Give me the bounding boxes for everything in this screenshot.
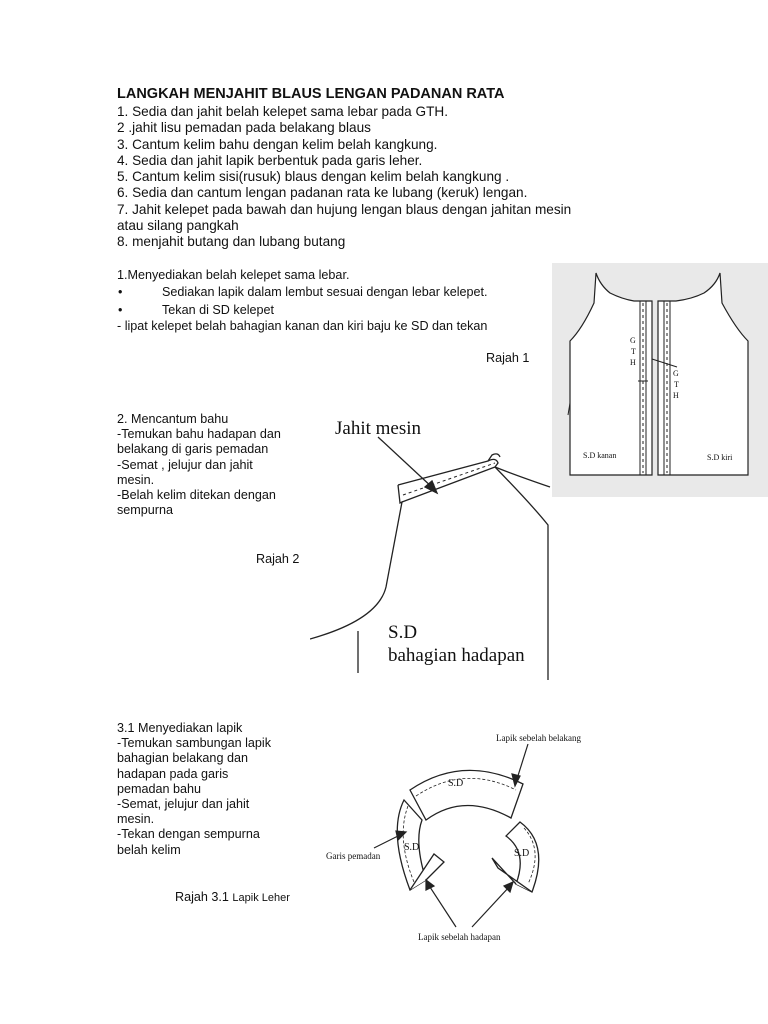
section-3-line: -Tekan dengan sempurna xyxy=(117,827,260,842)
bullet-item xyxy=(117,303,547,318)
section-1-text xyxy=(117,268,547,334)
bullet-icon: • xyxy=(118,303,123,318)
section-1-note: - lipat kelepet belah bahagian kanan dan kiri baju ke SD dan tekan xyxy=(117,318,488,333)
step-item: 3. Cantum kelim bahu dengan kelim belah kangkung. xyxy=(117,136,438,152)
section-2-line: -Belah kelim ditekan dengan xyxy=(117,488,276,503)
section-2-line: sempurna xyxy=(117,503,174,518)
section-3-line: bahagian belakang dan xyxy=(117,751,248,766)
figure-2-jahit-label: Jahit mesin xyxy=(335,418,422,439)
section-2-text xyxy=(117,412,312,518)
figure-1-gth-left xyxy=(630,336,636,367)
gth-letter: T xyxy=(631,347,636,356)
figure-1-caption: Rajah 1 xyxy=(486,351,530,365)
figure-2-shoulder-seam xyxy=(310,405,555,690)
step-item: 1. Sedia dan jahit belah kelepet sama lebar pada GTH. xyxy=(117,104,448,119)
figure-3-back-label: Lapik sebelah belakang xyxy=(496,733,581,743)
figure-3-caption-sub: Lapik Leher xyxy=(232,892,290,904)
figure-3-caption-main: Rajah 3.1 xyxy=(175,890,229,904)
section-3-line: -Semat, jelujur dan jahit xyxy=(117,797,250,812)
figure-3-front-label: Lapik sebelah hadapan xyxy=(418,932,501,942)
section-2-line: belakang di garis pemadan xyxy=(117,442,269,457)
step-item: 6. Sedia dan cantum lengan padanan rata ke lubang (keruk) lengan. xyxy=(117,185,528,201)
section-3-line: mesin. xyxy=(117,812,155,827)
gth-letter: H xyxy=(630,358,636,367)
figure-2-part-label: bahagian hadapan xyxy=(388,645,525,666)
step-item: 4. Sedia dan jahit lapik berbentuk pada garis leher. xyxy=(117,152,423,168)
section-2-line: 2. Mencantum bahu xyxy=(117,412,229,426)
figure-3-garis-label: Garis pemadan xyxy=(326,851,381,861)
step-item: 2 .jahit lisu pemadan pada belakang blaus xyxy=(117,120,371,136)
figure-3-arrows xyxy=(374,744,528,927)
bullet-icon: • xyxy=(118,285,123,300)
section-2-line: -Semat , jelujur dan jahit xyxy=(117,457,253,472)
figure-3-sd-left: S.D xyxy=(404,842,420,853)
figure-3-sd-back: S.D xyxy=(448,778,464,789)
figure-2-caption: Rajah 2 xyxy=(256,552,300,566)
step-item: atau silang pangkah xyxy=(117,218,239,234)
gth-letter: T xyxy=(674,380,679,389)
gth-letter: G xyxy=(673,369,679,378)
section-2-line: mesin. xyxy=(117,472,155,487)
steps-list xyxy=(117,104,677,251)
section-2-line: -Temukan bahu hadapan dan xyxy=(117,427,281,442)
figure-2-arrow xyxy=(378,437,437,493)
figure-3-pieces xyxy=(397,770,538,892)
step-item: 5. Cantum kelim sisi(rusuk) blaus dengan kelim belah kangkung . xyxy=(117,169,510,185)
section-3-line: pemadan bahu xyxy=(117,781,202,796)
section-3-text xyxy=(117,721,312,858)
bullet-text: Tekan di SD kelepet xyxy=(162,303,275,318)
section-1-heading: 1.Menyediakan belah kelepet sama lebar. xyxy=(117,268,350,282)
gth-letter: G xyxy=(630,336,636,345)
figure-1-left-label: S.D kanan xyxy=(583,451,617,460)
figure-2-sd-label: S.D xyxy=(388,622,418,643)
step-item: 7. Jahit kelepet pada bawah dan hujung lengan blaus dengan jahitan mesin xyxy=(117,201,572,217)
figure-3-sd-right: S.D xyxy=(514,848,530,859)
figure-1-right-label: S.D kiri xyxy=(707,453,733,462)
figure-1-outline xyxy=(570,273,748,475)
step-item: 8. menjahit butang dan lubang butang xyxy=(117,234,346,250)
figure-2-stitch-line xyxy=(403,463,495,495)
page-title: LANGKAH MENJAHIT BLAUS LENGAN PADANAN RATA xyxy=(117,86,505,102)
section-3-line: hadapan pada garis xyxy=(117,766,229,781)
section-3-line: -Temukan sambungan lapik xyxy=(117,736,272,751)
figure-1-gth-right xyxy=(673,369,679,400)
section-3-line: belah kelim xyxy=(117,842,181,857)
bullet-item xyxy=(117,285,547,300)
figure-3-caption xyxy=(175,890,290,904)
figure-1-blouse-front xyxy=(552,263,768,497)
figure-3-neck-facing xyxy=(318,722,618,950)
gth-letter: H xyxy=(673,391,679,400)
bullet-text: Sediakan lapik dalam lembut sesuai dengan lebar kelepet. xyxy=(162,285,488,300)
section-3-line: 3.1 Menyediakan lapik xyxy=(117,721,243,735)
